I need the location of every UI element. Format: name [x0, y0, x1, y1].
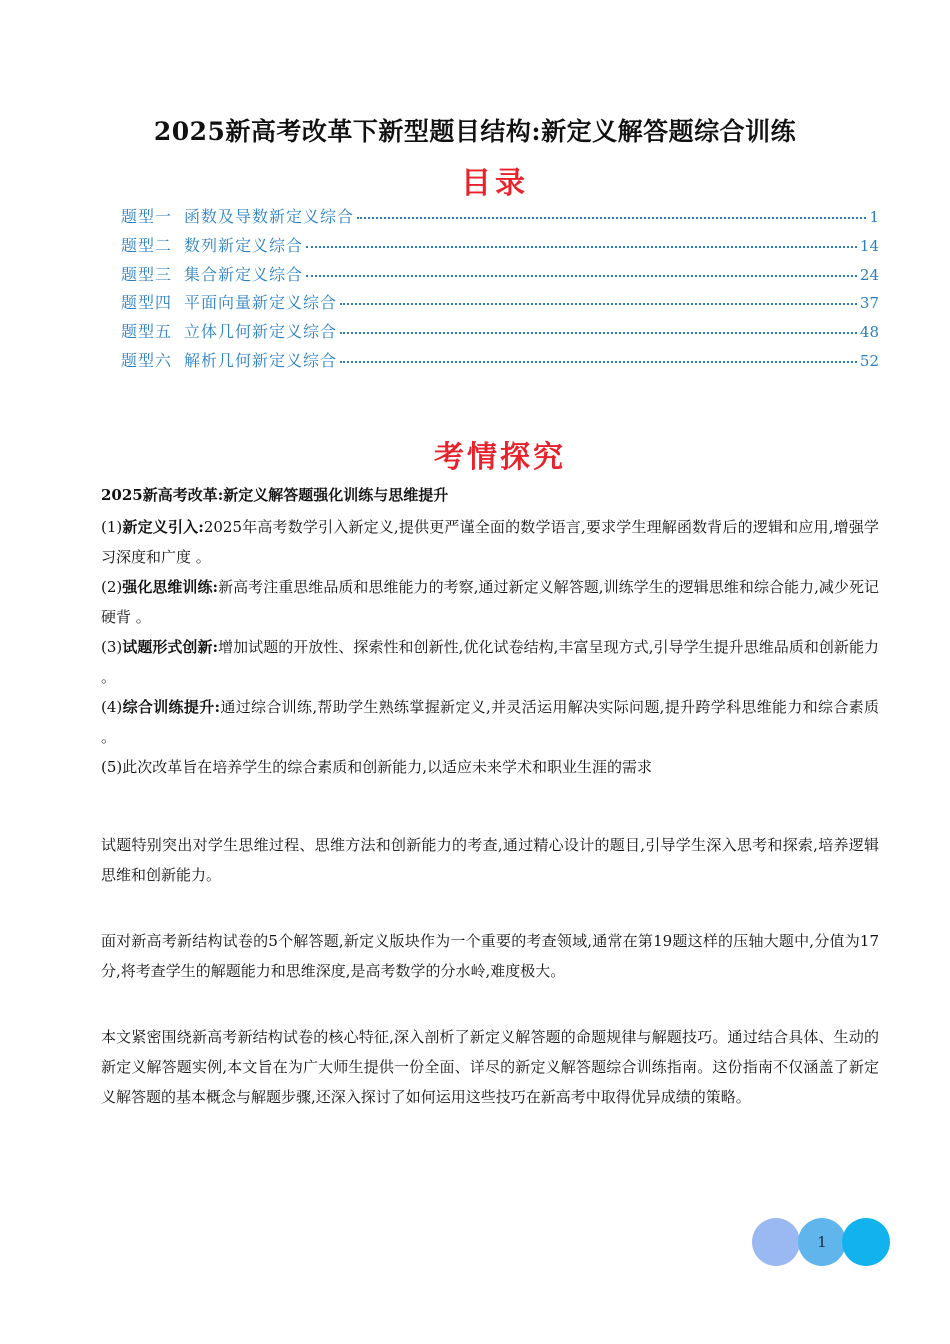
- toc-entry-title: 集合新定义综合: [184, 264, 304, 284]
- document-title: 2025新高考改革下新型题目结构:新定义解答题综合训练: [153, 117, 797, 146]
- paragraph: [101, 926, 879, 986]
- toc-entry-title: 数列新定义综合: [184, 235, 304, 255]
- paragraph-text: 面对新高考新结构试卷的5个解答题,新定义版块作为一个重要的考查领域,通常在第19题这样的压轴大题中,分值为17分,将考查学生的解题能力和思维深度,是高考数学的分水岭,难度极大。: [101, 932, 879, 980]
- toc-leader-dots: [357, 216, 866, 219]
- decor-circle-right: [842, 1218, 890, 1266]
- toc-entry-type: 题型四: [121, 293, 173, 313]
- section-heading: 考情探究: [434, 440, 566, 475]
- toc-leader-dots: [340, 360, 857, 363]
- toc-leader-dots: [340, 302, 857, 305]
- item-text: 增加试题的开放性、探索性和创新性,优化试卷结构,丰富呈现方式,引导学生提升思维品质和创新能力 。: [101, 638, 879, 686]
- toc-entry[interactable]: [121, 261, 879, 290]
- item-number: (5): [101, 758, 123, 776]
- reform-points-list: [101, 512, 879, 782]
- page-number: 1: [817, 1233, 827, 1251]
- toc-entry-type: 题型六: [121, 350, 173, 370]
- toc-entry[interactable]: [121, 318, 879, 347]
- toc-entry-title: 函数及导数新定义综合: [184, 207, 355, 226]
- item-lead: 综合训练提升:: [122, 698, 221, 716]
- table-of-contents: [121, 203, 879, 376]
- item-text: 新高考注重思维品质和思维能力的考察,通过新定义解答题,训练学生的逻辑思维和综合能力,减少死记硬背 。: [101, 578, 879, 626]
- section-subtitle: 2025新高考改革:新定义解答题强化训练与思维提升: [101, 486, 449, 504]
- toc-entry[interactable]: [121, 347, 879, 376]
- paragraph-text: 试题特别突出对学生思维过程、思维方法和创新能力的考查,通过精心设计的题目,引导学生深入思考和探索,培养逻辑思维和创新能力。: [101, 836, 879, 884]
- toc-entry-page: 48: [859, 323, 879, 342]
- toc-leader-dots: [340, 331, 857, 334]
- item-text: 通过综合训练,帮助学生熟练掌握新定义,并灵活运用解决实际问题,提升跨学科思维能力和综合素质 。: [101, 698, 879, 746]
- toc-entry-title: 解析几何新定义综合: [184, 350, 338, 370]
- toc-entry-type: 题型二: [121, 235, 173, 255]
- list-item: [101, 692, 879, 752]
- toc-entry-type: 题型五: [121, 322, 173, 342]
- paragraph: [101, 830, 879, 890]
- toc-entry-page: 52: [859, 351, 879, 370]
- toc-entry-page: 14: [859, 236, 879, 255]
- toc-entry[interactable]: [121, 289, 879, 318]
- item-number: (3): [101, 638, 123, 656]
- toc-leader-dots: [306, 274, 857, 277]
- toc-heading: 目录: [461, 166, 529, 201]
- toc-entry[interactable]: [121, 203, 879, 232]
- toc-entry-page: 24: [859, 265, 879, 284]
- paragraph-text: 本文紧密围绕新高考新结构试卷的核心特征,深入剖析了新定义解答题的命题规律与解题技巧。通过结合具体、生动的新定义解答题实例,本文旨在为广大师生提供一份全面、详尽的新定义解答题综合训练指南。这份指南不仅涵盖了新定义解答题的基本概念与解题步骤,还深入探讨了如何运用这些技巧在新高考中取得优异成绩的策略。: [101, 1028, 879, 1106]
- page-number-badge: [752, 1218, 892, 1268]
- item-number: (1): [101, 518, 123, 536]
- item-number: (4): [101, 698, 123, 716]
- item-lead: 新定义引入:: [122, 518, 204, 536]
- item-lead: 试题形式创新:: [122, 638, 219, 656]
- toc-entry[interactable]: [121, 232, 879, 261]
- toc-entry-page: 37: [859, 294, 879, 313]
- toc-entry-page: 1: [869, 208, 879, 226]
- toc-entry-type: 题型一: [121, 207, 173, 226]
- paragraph: [101, 1022, 879, 1112]
- item-number: (2): [101, 578, 123, 596]
- item-lead: 强化思维训练:: [122, 578, 219, 596]
- decor-circle-left: [752, 1218, 800, 1266]
- list-item: [101, 632, 879, 692]
- toc-leader-dots: [306, 245, 857, 248]
- item-text: 此次改革旨在培养学生的综合素质和创新能力,以适应未来学术和职业生涯的需求: [122, 758, 653, 776]
- list-item: [101, 572, 879, 632]
- list-item: [101, 512, 879, 572]
- item-text: 2025年高考数学引入新定义,提供更严谨全面的数学语言,要求学生理解函数背后的逻辑和应用,增强学习深度和广度 。: [101, 518, 879, 566]
- toc-entry-title: 立体几何新定义综合: [184, 322, 338, 342]
- list-item: [101, 752, 879, 782]
- toc-entry-type: 题型三: [121, 264, 173, 284]
- toc-entry-title: 平面向量新定义综合: [184, 293, 338, 313]
